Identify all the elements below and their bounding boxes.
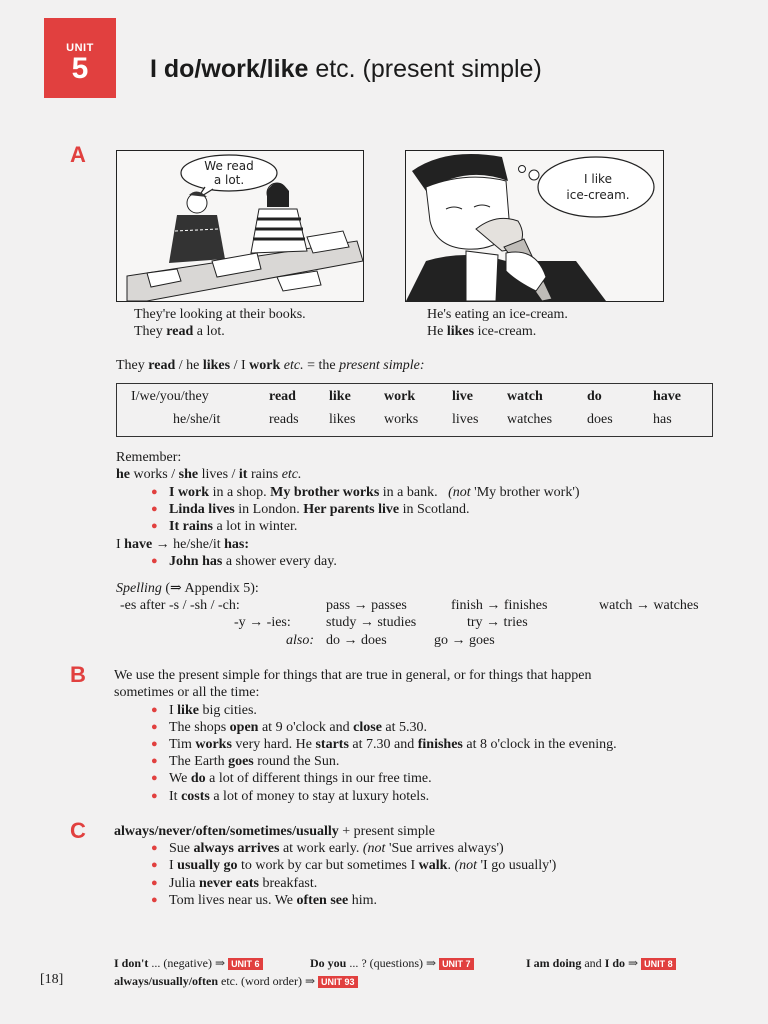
text-bold: I don't <box>114 956 149 970</box>
reading-people-illustration <box>117 151 363 301</box>
text-bold: she <box>178 467 199 482</box>
text: breakfast. <box>258 876 318 891</box>
text: It <box>169 789 182 804</box>
have-line <box>116 537 249 553</box>
bubble-text-line-1: I like <box>584 172 612 186</box>
text: They <box>116 358 149 373</box>
text: at 8 o'clock in the evening. <box>462 737 617 752</box>
text-italic: (not <box>454 858 478 873</box>
text: big cities. <box>198 703 257 718</box>
page-number: [18] <box>40 972 64 987</box>
spelling-example: pass → passes <box>326 598 407 613</box>
section-b-intro-line-1: We use the present simple for things that are true in general, or for things that happen <box>114 668 592 683</box>
text: The Earth <box>169 754 229 769</box>
text-bold: always/usually/often <box>114 974 219 988</box>
text-bold: I work <box>169 485 210 500</box>
text: ⇒ <box>625 956 642 970</box>
row-label-plural: I/we/you/they <box>131 389 209 404</box>
text-italic: etc. <box>280 358 304 373</box>
verb-third-person: has <box>653 412 672 427</box>
example-bullet <box>169 554 337 570</box>
text-italic: etc. <box>281 467 302 482</box>
spelling-example: do → does <box>326 633 387 648</box>
section-b-intro-line-2: sometimes or all the time: <box>114 685 260 700</box>
present-simple-intro <box>116 358 425 374</box>
verb-third-person: does <box>587 412 613 427</box>
example-bullet <box>169 502 470 518</box>
text-bold: have <box>124 537 153 552</box>
caption-line <box>427 323 568 340</box>
section-c-label: C <box>70 818 86 843</box>
cross-reference-word-order[interactable] <box>114 974 358 989</box>
text: / I <box>230 358 250 373</box>
text-bold: works <box>195 737 232 752</box>
text: at 9 o'clock and <box>258 720 354 735</box>
text: 'Sue arrives always') <box>385 841 504 856</box>
text-bold: My brother works <box>270 485 380 500</box>
unit-link-tag[interactable]: UNIT 8 <box>641 958 676 970</box>
text-bold: he <box>116 467 130 482</box>
example-bullet <box>169 754 339 770</box>
verb-third-person: works <box>384 412 419 427</box>
example-bullet <box>169 858 556 874</box>
verb-base: have <box>653 389 681 404</box>
row-label-singular: he/she/it <box>173 412 221 427</box>
text: him. <box>348 893 377 908</box>
text-bold: do <box>190 771 206 786</box>
text: to work by car but sometimes I <box>237 858 419 873</box>
unit-number: 5 <box>71 52 89 85</box>
text-bold: read <box>166 324 194 339</box>
text-bold: It rains <box>169 519 213 534</box>
text-bold: I am doing <box>526 956 582 970</box>
verb-base: like <box>329 389 351 404</box>
text: He <box>427 324 447 339</box>
example-bullet <box>169 771 432 787</box>
caption-picture-2 <box>427 306 568 340</box>
text-italic: (not <box>362 841 386 856</box>
unit-word: UNIT <box>66 42 94 54</box>
text: (⇒ Appendix 5): <box>161 581 259 596</box>
verb-third-person: watches <box>507 412 553 427</box>
text: Tim <box>169 737 196 752</box>
text: + present simple <box>338 824 435 839</box>
text: Tom lives near us. We <box>169 893 297 908</box>
illustration-reading <box>116 150 364 302</box>
title-rest: etc. (present simple) <box>308 55 542 83</box>
text: at work early. <box>279 841 363 856</box>
text-bold: starts <box>315 737 349 752</box>
text: rains <box>247 467 282 482</box>
text-bold: Do you <box>310 956 347 970</box>
remember-line <box>116 467 302 483</box>
text: = the <box>303 358 340 373</box>
remember-label: Remember: <box>116 450 182 465</box>
section-b-label: B <box>70 662 86 687</box>
unit-link-tag[interactable]: UNIT 6 <box>228 958 263 970</box>
text: in a shop. <box>209 485 271 500</box>
text: at 7.30 and <box>348 737 418 752</box>
text-bold: Linda lives <box>169 502 235 517</box>
example-bullet <box>169 703 257 719</box>
title-bold: I do/work/like <box>150 55 309 83</box>
text: a lot of different things in our free time. <box>205 771 432 786</box>
text-bold: likes <box>202 358 231 373</box>
text: a lot of money to stay at luxury hotels. <box>209 789 430 804</box>
page-title <box>150 55 542 84</box>
text: Julia <box>169 876 199 891</box>
verb-table <box>116 383 713 437</box>
example-bullet <box>169 485 580 501</box>
spelling-rule: -y → -ies: <box>234 615 291 630</box>
text: The shops <box>169 720 230 735</box>
illustration-ice-cream <box>405 150 664 302</box>
verb-base: live <box>452 389 473 404</box>
example-bullet <box>169 720 427 736</box>
text-bold: walk <box>418 858 448 873</box>
verb-third-person: likes <box>329 412 356 427</box>
text-bold: like <box>177 703 199 718</box>
text-bold: usually go <box>177 858 238 873</box>
section-a-label: A <box>70 142 86 167</box>
text: and <box>581 956 605 970</box>
spelling-label <box>116 580 259 597</box>
text-bold: costs <box>181 789 210 804</box>
text-bold: it <box>238 467 248 482</box>
text: ice-cream. <box>474 324 537 339</box>
text: etc. (word order) ⇒ <box>218 974 319 988</box>
text: in a bank. <box>379 485 438 500</box>
text: I <box>116 537 125 552</box>
example-bullet <box>169 876 317 892</box>
text: in London. <box>234 502 304 517</box>
unit-badge <box>44 18 116 98</box>
example-bullet <box>169 789 429 805</box>
example-bullet <box>169 519 297 535</box>
bubble-text-line-2: a lot. <box>213 173 245 187</box>
section-c-intro <box>114 824 435 840</box>
text: a lot. <box>193 324 225 339</box>
caption-line: They're looking at their books. <box>134 307 306 322</box>
text-bold: open <box>229 720 259 735</box>
spelling-example: go → goes <box>434 633 495 648</box>
verb-base: do <box>587 389 602 404</box>
text: ... ? (questions) ⇒ <box>346 956 440 970</box>
text-bold: likes <box>446 324 475 339</box>
example-bullet <box>169 893 377 909</box>
text: . <box>447 858 455 873</box>
bubble-text-line-2: ice-cream. <box>566 188 630 202</box>
text: They <box>134 324 167 339</box>
spelling-rule: also: <box>286 633 314 648</box>
unit-link-tag[interactable]: UNIT 7 <box>439 958 474 970</box>
spelling-rule: -es after -s / -sh / -ch: <box>120 598 240 613</box>
text-bold: has: <box>224 537 250 552</box>
text: ... (negative) ⇒ <box>148 956 229 970</box>
spelling-example: watch → watches <box>599 598 699 613</box>
text: at 5.30. <box>381 720 428 735</box>
unit-link-tag[interactable]: UNIT 93 <box>318 976 358 988</box>
text-bold: read <box>148 358 176 373</box>
text-bold: always arrives <box>193 841 280 856</box>
text: 'I go usually') <box>477 858 557 873</box>
text: lives / <box>198 467 239 482</box>
text: Sue <box>169 841 194 856</box>
text: / he <box>175 358 203 373</box>
text-bold: always/never/often/sometimes/usually <box>114 824 339 839</box>
bubble-text-line-1: We read <box>204 159 254 173</box>
text-italic: (not <box>448 485 471 500</box>
cross-reference-continuous[interactable] <box>526 956 676 971</box>
caption-picture-1 <box>134 306 306 340</box>
text: We <box>169 771 191 786</box>
text-bold: close <box>353 720 382 735</box>
text: a lot in winter. <box>212 519 298 534</box>
text: a shower every day. <box>222 554 337 569</box>
text: very hard. He <box>231 737 316 752</box>
text-bold: finishes <box>417 737 463 752</box>
cross-reference-questions[interactable] <box>310 956 474 971</box>
caption-line <box>134 323 306 340</box>
example-bullet <box>169 737 617 753</box>
text-bold: goes <box>228 754 254 769</box>
example-bullet <box>169 841 504 857</box>
text-bold: I do <box>604 956 626 970</box>
verb-base: watch <box>507 389 543 404</box>
text-bold: Her parents live <box>303 502 400 517</box>
text-bold: John has <box>169 554 223 569</box>
verb-base: work <box>384 389 416 404</box>
cross-reference-negative[interactable] <box>114 956 263 971</box>
verb-base: read <box>269 389 296 404</box>
spelling-example: try → tries <box>467 615 528 630</box>
text: works / <box>130 467 179 482</box>
text: round the Sun. <box>253 754 340 769</box>
text: → he/she/it <box>152 537 225 552</box>
text: I <box>169 858 178 873</box>
caption-line: He's eating an ice-cream. <box>427 307 568 322</box>
text-bold: often see <box>296 893 349 908</box>
verb-third-person: lives <box>452 412 479 427</box>
text-bold: work <box>249 358 281 373</box>
text-bold: never eats <box>198 876 259 891</box>
verb-third-person: reads <box>269 412 299 427</box>
text-italic: Spelling <box>116 581 162 596</box>
text: in Scotland. <box>399 502 470 517</box>
text: I <box>169 703 178 718</box>
ice-cream-man-illustration <box>406 151 663 301</box>
spelling-example: study → studies <box>326 615 417 630</box>
text: 'My brother work') <box>470 485 580 500</box>
spelling-example: finish → finishes <box>451 598 548 613</box>
text-italic: present simple: <box>339 358 425 373</box>
